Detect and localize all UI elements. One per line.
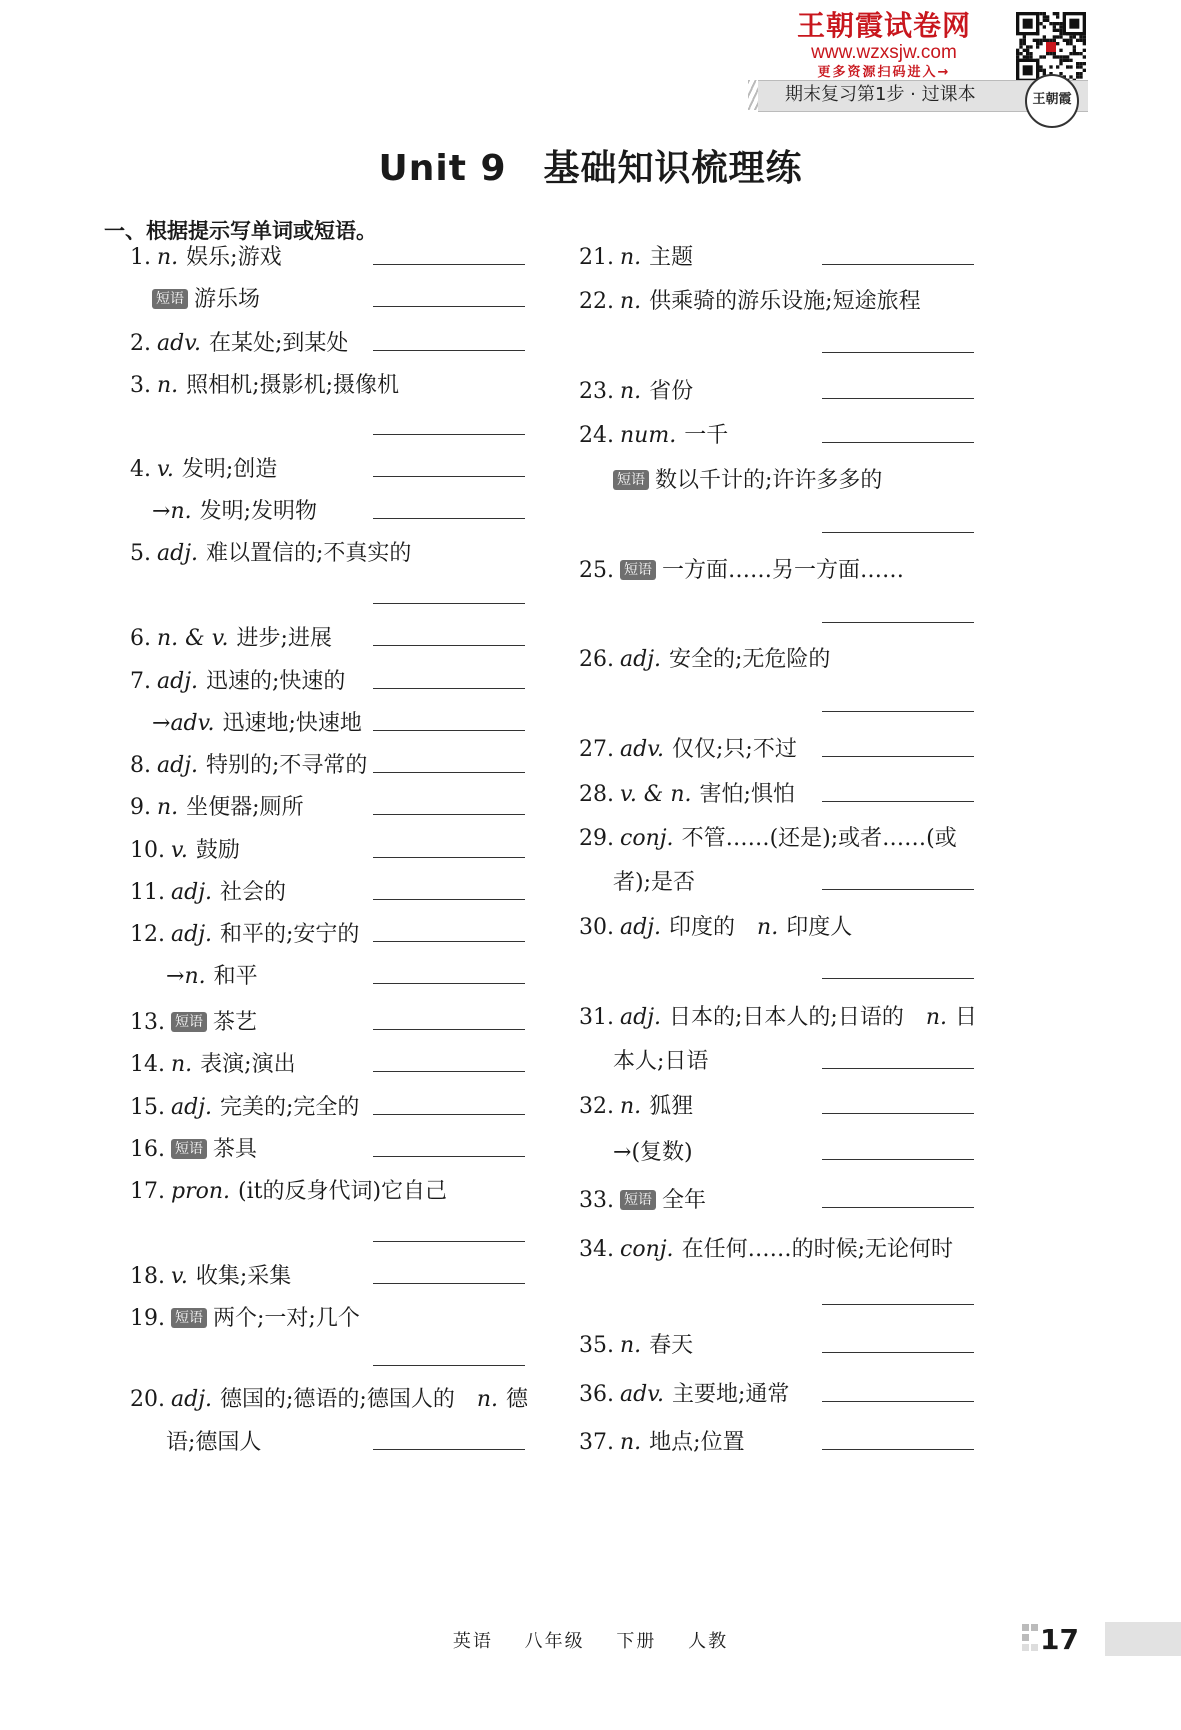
qr-code-icon[interactable] <box>1016 12 1086 82</box>
item-number: 26. <box>579 647 614 672</box>
answer-blank[interactable] <box>373 730 525 731</box>
part-of-speech: adj. <box>620 647 662 672</box>
exercise-item <box>152 285 260 315</box>
answer-blank[interactable] <box>822 398 974 399</box>
item-meaning: 狐狸 <box>649 1094 694 1119</box>
item-meaning: 游乐场 <box>194 287 261 312</box>
exercise-item <box>152 709 362 739</box>
answer-blank[interactable] <box>822 1207 974 1208</box>
answer-blank[interactable] <box>822 1159 974 1160</box>
answer-blank[interactable] <box>373 1283 525 1284</box>
part-of-speech: adj. <box>171 880 213 905</box>
phrase-tag: 短语 <box>171 1012 207 1032</box>
item-number: 11. <box>130 880 165 905</box>
phrase-tag: 短语 <box>620 1190 656 1210</box>
item-number: 4. <box>130 457 151 482</box>
exercise-item <box>579 1003 977 1033</box>
answer-blank[interactable] <box>822 711 974 712</box>
item-meaning: 全年 <box>662 1188 707 1213</box>
item-meaning: 表演;演出 <box>200 1052 296 1077</box>
exercise-item <box>130 1093 359 1123</box>
item-number: 17. <box>130 1179 165 1204</box>
page-number: 17 <box>1040 1623 1079 1656</box>
item-number: 13. <box>130 1010 165 1035</box>
part-of-speech: adj. <box>171 1095 213 1120</box>
phrase-tag: 短语 <box>171 1308 207 1328</box>
exercise-item <box>613 1138 693 1168</box>
item-number: 14. <box>130 1052 165 1077</box>
item-meaning: 印度的 <box>669 915 736 940</box>
answer-blank[interactable] <box>373 264 525 265</box>
part-of-speech: n. <box>757 915 779 940</box>
part-of-speech: adj. <box>157 669 199 694</box>
part-of-speech: conj. <box>620 826 674 851</box>
exercise-item <box>579 421 728 451</box>
exercise-item <box>579 1186 706 1216</box>
item-meaning: 坐便器;厕所 <box>186 795 304 820</box>
exercise-item <box>579 735 797 765</box>
answer-blank[interactable] <box>822 622 974 623</box>
item-meaning: 害怕;惧怕 <box>699 782 795 807</box>
answer-blank[interactable] <box>822 1304 974 1305</box>
part-of-speech: n. <box>620 1094 642 1119</box>
item-meaning: 茶艺 <box>213 1010 258 1035</box>
answer-blank[interactable] <box>373 1029 525 1030</box>
exercise-item <box>130 1304 360 1334</box>
exercise-item <box>579 645 830 675</box>
answer-blank[interactable] <box>373 983 525 984</box>
exercise-item <box>130 1262 291 1292</box>
answer-blank[interactable] <box>373 772 525 773</box>
item-number: 23. <box>579 379 614 404</box>
answer-blank[interactable] <box>822 1113 974 1114</box>
item-number: 15. <box>130 1095 165 1120</box>
item-meaning: (it的反身代词)它自己 <box>238 1179 448 1204</box>
answer-blank[interactable] <box>373 603 525 604</box>
brand-logo[interactable] <box>797 10 971 82</box>
exercise-item <box>579 1380 789 1410</box>
item-meaning: 日 <box>955 1005 978 1030</box>
exercise-item <box>130 371 399 401</box>
brand-hint: 更多资源扫码进入→ <box>817 65 951 80</box>
item-meaning: 不管……(还是);或者……(或 <box>681 826 957 851</box>
answer-blank[interactable] <box>373 1365 525 1366</box>
item-meaning: 德国的;德语的;德国人的 <box>220 1387 455 1412</box>
item-meaning: 发明;创造 <box>181 457 278 482</box>
answer-blank[interactable] <box>373 476 525 477</box>
item-meaning: 进步;进展 <box>236 626 332 651</box>
item-number: 28. <box>579 782 614 807</box>
item-meaning: 日本的;日本人的;日语的 <box>669 1005 904 1030</box>
part-of-speech: adj. <box>620 1005 662 1030</box>
item-meaning: 鼓励 <box>195 838 240 863</box>
answer-blank[interactable] <box>822 264 974 265</box>
answer-blank[interactable] <box>822 1401 974 1402</box>
item-meaning: 完美的;完全的 <box>220 1095 360 1120</box>
part-of-speech: conj. <box>620 1237 674 1262</box>
brand-name: 王朝霞试卷网 <box>796 9 971 42</box>
item-meaning: 一方面……另一方面…… <box>662 558 905 583</box>
item-meaning: 者);是否 <box>613 870 695 895</box>
item-number: 7. <box>130 669 151 694</box>
answer-blank[interactable] <box>822 756 974 757</box>
item-meaning: 迅速地;快速地 <box>222 711 362 736</box>
part-of-speech: adj. <box>620 915 662 940</box>
phrase-tag: 短语 <box>620 560 656 580</box>
answer-blank[interactable] <box>373 1449 525 1450</box>
answer-blank[interactable] <box>373 814 525 815</box>
part-of-speech: adj. <box>171 922 213 947</box>
answer-blank[interactable] <box>822 442 974 443</box>
item-meaning: 收集;采集 <box>195 1264 292 1289</box>
arrow-prefix: → <box>166 964 185 989</box>
item-number: 35. <box>579 1333 614 1358</box>
seal-text: 王朝霞 <box>1032 92 1072 107</box>
part-of-speech: v. <box>171 1264 188 1289</box>
answer-blank[interactable] <box>373 1156 525 1157</box>
part-of-speech: adj. <box>157 541 199 566</box>
exercise-item <box>130 1008 257 1038</box>
item-number: 10. <box>130 838 165 863</box>
item-meaning: 特别的;不寻常的 <box>206 753 368 778</box>
exercise-item <box>130 751 367 781</box>
exercise-item <box>579 1092 693 1122</box>
exercise-item <box>579 1235 953 1265</box>
exercise-item <box>130 836 240 866</box>
item-meaning: 难以置信的;不真实的 <box>206 541 412 566</box>
item-meaning: 和平的;安宁的 <box>220 922 360 947</box>
item-number: 5. <box>130 541 151 566</box>
footer-edition: 人教 <box>688 1631 729 1652</box>
item-number: 37. <box>579 1430 614 1455</box>
item-number: 12. <box>130 922 165 947</box>
item-meaning: 省份 <box>649 379 694 404</box>
part-of-speech: n. <box>157 245 179 270</box>
exercise-item <box>130 1177 447 1207</box>
exercise-item <box>579 556 904 586</box>
part-of-speech: v. <box>157 457 174 482</box>
item-meaning: 娱乐;游戏 <box>186 245 282 270</box>
item-meaning: 供乘骑的游乐设施;短途旅程 <box>649 289 921 314</box>
exercise-item <box>130 624 332 654</box>
exercise-item <box>579 287 921 317</box>
answer-blank[interactable] <box>373 1114 525 1115</box>
item-number: 16. <box>130 1137 165 1162</box>
answer-blank[interactable] <box>373 518 525 519</box>
part-of-speech: v. <box>171 838 188 863</box>
item-number: 30. <box>579 915 614 940</box>
item-meaning: 印度人 <box>786 915 853 940</box>
item-meaning: 德 <box>506 1387 529 1412</box>
answer-blank[interactable] <box>373 306 525 307</box>
answer-blank[interactable] <box>822 978 974 979</box>
part-of-speech: n. & v. <box>157 626 229 651</box>
footer-subject: 英语 <box>452 1631 493 1652</box>
exercise-item <box>130 793 304 823</box>
part-of-speech: n. <box>925 1005 948 1030</box>
answer-blank[interactable] <box>373 645 525 646</box>
item-meaning: 春天 <box>649 1333 694 1358</box>
exercise-item <box>579 824 957 854</box>
part-of-speech: adv. <box>620 737 665 762</box>
answer-blank[interactable] <box>373 857 525 858</box>
answer-blank[interactable] <box>373 899 525 900</box>
item-meaning: 语;德国人 <box>166 1430 262 1455</box>
part-of-speech: num. <box>620 423 677 448</box>
exercise-item <box>152 497 317 527</box>
item-number: 24. <box>579 423 614 448</box>
arrow-prefix: → <box>613 1140 632 1165</box>
item-meaning: 安全的;无危险的 <box>669 647 831 672</box>
phrase-tag: 短语 <box>171 1139 207 1159</box>
item-number: 19. <box>130 1306 165 1331</box>
exercise-item <box>579 1331 693 1361</box>
exercise-item <box>579 377 693 407</box>
exercise-item <box>613 466 882 496</box>
part-of-speech: n. <box>620 1333 642 1358</box>
exercise-item <box>130 1050 296 1080</box>
part-of-speech: n. <box>620 289 642 314</box>
answer-blank[interactable] <box>822 1068 974 1069</box>
seal-icon <box>1025 74 1079 128</box>
exercise-item <box>579 780 795 810</box>
item-number: 36. <box>579 1382 614 1407</box>
part-of-speech: pron. <box>171 1179 231 1204</box>
exercise-item <box>130 667 345 697</box>
part-of-speech: adj. <box>157 753 199 778</box>
item-number: 8. <box>130 753 151 778</box>
item-number: 34. <box>579 1237 614 1262</box>
answer-blank[interactable] <box>373 941 525 942</box>
part-of-speech: n. <box>184 964 206 989</box>
item-number: 21. <box>579 245 614 270</box>
exercise-item <box>130 1135 257 1165</box>
exercise-item <box>579 913 852 943</box>
footer <box>0 1627 1181 1653</box>
item-meaning: 发明;发明物 <box>199 499 318 524</box>
item-meaning: 主题 <box>649 245 694 270</box>
item-number: 22. <box>579 289 614 314</box>
item-number: 33. <box>579 1188 614 1213</box>
item-meaning: 茶具 <box>213 1137 258 1162</box>
arrow-prefix: → <box>152 711 171 736</box>
answer-blank[interactable] <box>822 352 974 353</box>
item-meaning: 迅速的;快速的 <box>206 669 346 694</box>
phrase-tag: 短语 <box>152 289 188 309</box>
section-title: 一、根据提示写单词或短语。 <box>104 219 377 243</box>
answer-blank[interactable] <box>822 532 974 533</box>
item-number: 3. <box>130 373 151 398</box>
item-meaning: (复数) <box>631 1140 693 1165</box>
part-of-speech: n. <box>171 1052 193 1077</box>
item-number: 2. <box>130 331 151 356</box>
item-meaning: 地点;位置 <box>649 1430 745 1455</box>
item-number: 18. <box>130 1264 165 1289</box>
item-number: 29. <box>579 826 614 851</box>
part-of-speech: n. <box>476 1387 499 1412</box>
part-of-speech: n. <box>620 379 642 404</box>
exercise-item <box>613 1047 708 1077</box>
item-number: 25. <box>579 558 614 583</box>
answer-blank[interactable] <box>373 350 525 351</box>
item-meaning: 一千 <box>684 423 729 448</box>
part-of-speech: adj. <box>171 1387 213 1412</box>
item-meaning: 两个;一对;几个 <box>213 1306 360 1331</box>
item-number: 31. <box>579 1005 614 1030</box>
exercise-item <box>166 1428 261 1458</box>
answer-blank[interactable] <box>822 1449 974 1450</box>
exercise-item <box>130 878 286 908</box>
item-number: 20. <box>130 1387 165 1412</box>
answer-blank[interactable] <box>373 1071 525 1072</box>
item-meaning: 在某处;到某处 <box>209 331 349 356</box>
exercise-item <box>130 539 411 569</box>
exercise-item <box>579 1428 745 1458</box>
footer-grade: 八年级 <box>524 1631 585 1652</box>
item-number: 27. <box>579 737 614 762</box>
exercise-item <box>130 455 277 485</box>
part-of-speech: n. <box>157 373 179 398</box>
part-of-speech: adv. <box>157 331 202 356</box>
item-number: 1. <box>130 245 151 270</box>
phrase-tag: 短语 <box>613 470 649 490</box>
item-number: 9. <box>130 795 151 820</box>
answer-blank[interactable] <box>373 434 525 435</box>
part-of-speech: n. <box>620 1430 642 1455</box>
arrow-prefix: → <box>152 499 171 524</box>
part-of-speech: n. <box>157 795 179 820</box>
exercise-item <box>130 243 282 273</box>
part-of-speech: adv. <box>170 711 215 736</box>
part-of-speech: adv. <box>620 1382 665 1407</box>
page-number-band <box>1105 1622 1181 1656</box>
exercise-item <box>130 1385 528 1415</box>
item-meaning: 照相机;摄影机;摄像机 <box>186 373 399 398</box>
part-of-speech: n. <box>170 499 192 524</box>
answer-blank[interactable] <box>822 801 974 802</box>
exercise-item <box>613 868 695 898</box>
answer-blank[interactable] <box>822 1352 974 1353</box>
item-meaning: 在任何……的时候;无论何时 <box>681 1237 953 1262</box>
answer-blank[interactable] <box>373 1241 525 1242</box>
item-meaning: 数以千计的;许许多多的 <box>655 468 883 493</box>
exercise-item <box>130 920 359 950</box>
header-step-label: 期末复习第1步 · 过课本 <box>785 84 976 105</box>
item-meaning: 主要地;通常 <box>672 1382 790 1407</box>
part-of-speech: v. & n. <box>620 782 692 807</box>
item-meaning: 本人;日语 <box>613 1049 709 1074</box>
page-title: Unit 9 基础知识梳理练 <box>378 148 803 189</box>
answer-blank[interactable] <box>822 889 974 890</box>
exercise-item <box>166 962 258 992</box>
item-number: 6. <box>130 626 151 651</box>
part-of-speech: n. <box>620 245 642 270</box>
brand-url[interactable]: www.wzxsjw.com <box>811 42 957 63</box>
item-meaning: 和平 <box>213 964 258 989</box>
item-meaning: 社会的 <box>220 880 287 905</box>
item-number: 32. <box>579 1094 614 1119</box>
exercise-item <box>130 329 348 359</box>
answer-blank[interactable] <box>373 688 525 689</box>
footer-volume: 下册 <box>616 1631 657 1652</box>
exercise-item <box>579 243 693 273</box>
item-meaning: 仅仅;只;不过 <box>672 737 797 762</box>
